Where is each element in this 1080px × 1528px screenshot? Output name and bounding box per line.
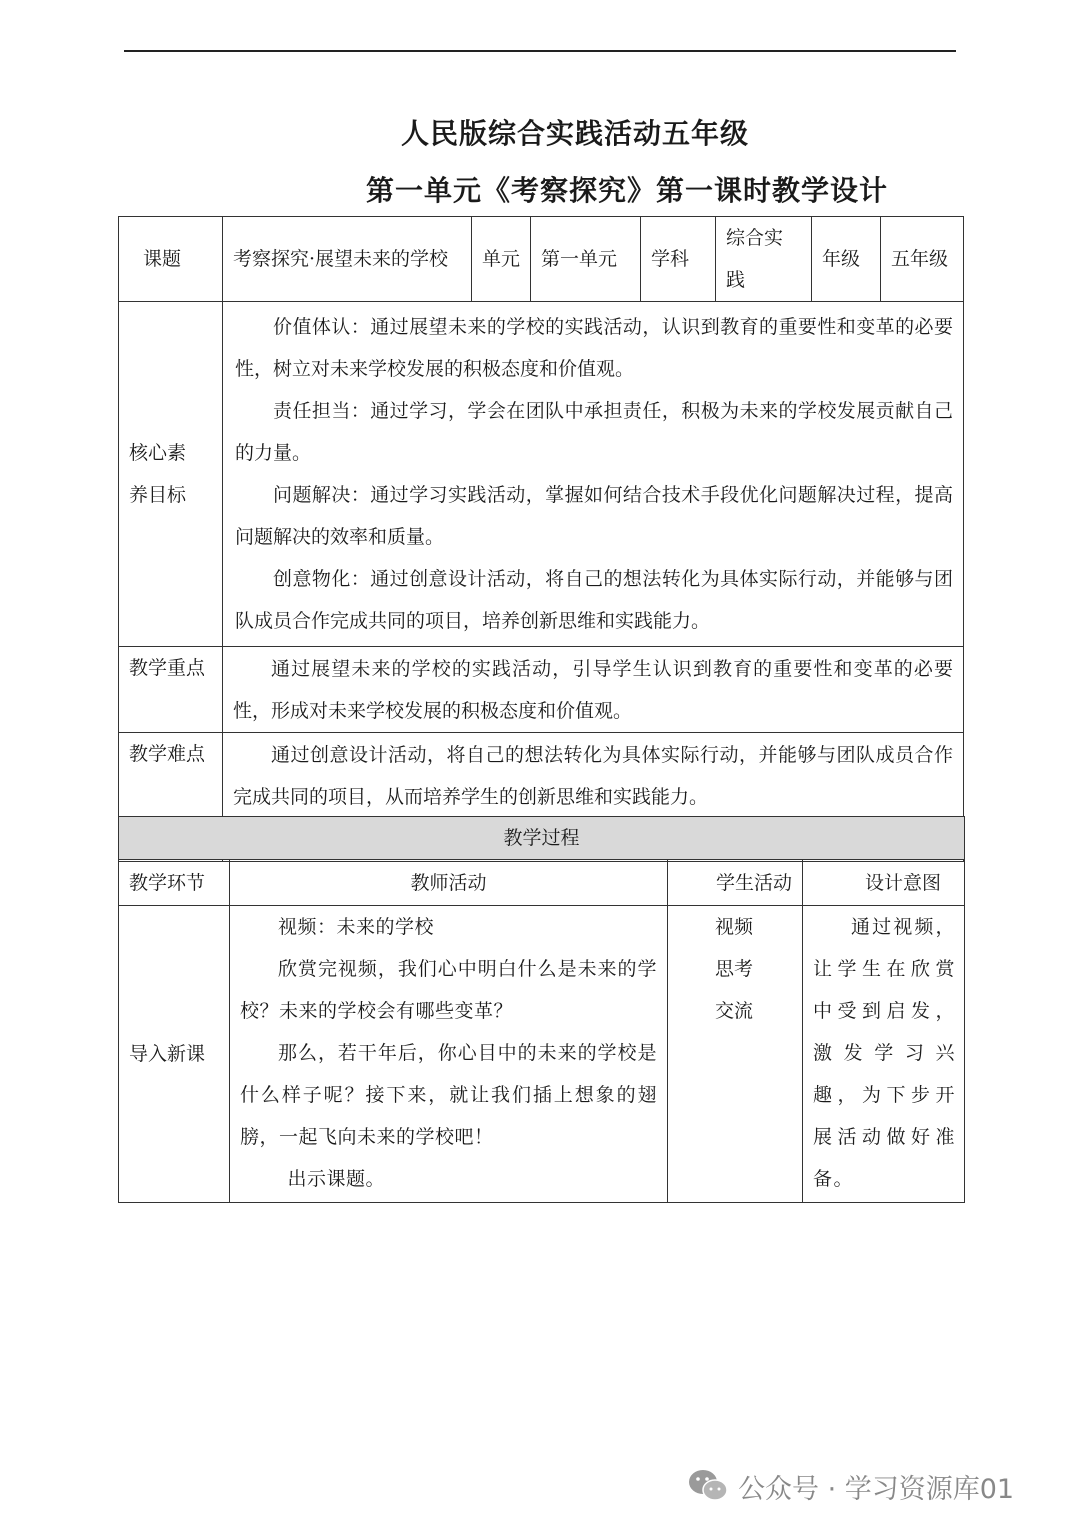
teacher-activity-cell [230, 906, 668, 1203]
difficulties-row [119, 733, 964, 819]
key-points-label: 教学重点 [119, 647, 223, 733]
process-row-intro [119, 906, 965, 1203]
student-item-think: 思考 [715, 958, 754, 980]
process-title-row [119, 817, 965, 860]
design-intent-text: 通过视频，让学生在欣赏中受到启发，激发学习兴趣，为下步开展活动做好准备。 [813, 916, 957, 1190]
teacher-line-video: 视频：未来的学校 [278, 916, 435, 938]
topic-value: 考察探究·展望未来的学校 [223, 217, 472, 302]
core-goals-body [223, 302, 964, 647]
stage-cell: 导入新课 [119, 906, 230, 1203]
topic-label: 课题 [119, 217, 223, 302]
unit-value: 第一单元 [531, 217, 641, 302]
student-activity-cell [668, 906, 803, 1203]
goal-problem-solving: 问题解决：通过学习实践活动，掌握如何结合技术手段优化问题解决过程，提高问题解决的效率和质量。 [235, 484, 953, 548]
col-intent-header: 设计意图 [803, 860, 965, 906]
info-row [119, 217, 964, 302]
process-header-row [119, 860, 965, 906]
difficulties-text: 通过创意设计活动，将自己的想法转化为具体实际行动，并能够与团队成员合作完成共同的项目，从而培养学生的创新思维和实践能力。 [233, 743, 953, 808]
teacher-line-imagine: 那么，若干年后，你心目中的未来的学校是什么样子呢？接下来，就让我们插上想象的翅膀，一起飞向未来的学校吧！ [240, 1042, 657, 1148]
process-table [118, 816, 965, 1203]
teacher-line-show-topic: 出示课题。 [287, 1168, 386, 1190]
subject-value: 综合实践 [716, 217, 812, 302]
difficulties-label: 教学难点 [119, 733, 223, 819]
core-goals-label [119, 302, 223, 647]
process-title: 教学过程 [119, 817, 965, 860]
student-item-video: 视频 [715, 916, 754, 938]
watermark [688, 1462, 1014, 1510]
watermark-text: 公众号 · 学习资源库01 [738, 1473, 1015, 1505]
wechat-icon [688, 1468, 728, 1504]
top-rule [124, 50, 956, 52]
key-points-row [119, 647, 964, 733]
document-title: 人民版综合实践活动五年级 [400, 117, 749, 150]
lesson-info-table [118, 216, 964, 862]
col-stage-header: 教学环节 [119, 860, 230, 906]
student-item-discuss: 交流 [715, 1000, 754, 1022]
goal-value: 价值体认：通过展望未来的学校的实践活动，认识到教育的重要性和变革的必要性，树立对未来学校发展的积极态度和价值观。 [235, 316, 953, 380]
unit-label: 单元 [472, 217, 531, 302]
subject-label: 学科 [641, 217, 716, 302]
goal-responsibility: 责任担当：通过学习，学会在团队中承担责任，积极为未来的学校发展贡献自己的力量。 [235, 400, 953, 464]
key-points-body [223, 647, 964, 733]
col-student-header: 学生活动 [668, 860, 803, 906]
core-goals-row [119, 302, 964, 647]
core-goals-label-line1: 核心素 [129, 442, 187, 464]
design-intent-cell [803, 906, 965, 1203]
teacher-line-question: 欣赏完视频，我们心中明白什么是未来的学校？未来的学校会有哪些变革？ [240, 958, 657, 1022]
core-goals-label-line2: 养目标 [129, 484, 187, 506]
difficulties-body [223, 733, 964, 819]
col-teacher-header: 教师活动 [230, 860, 668, 906]
goal-creativity: 创意物化：通过创意设计活动，将自己的想法转化为具体实际行动，并能够与团队成员合作完成共同的项目，培养创新思维和实践能力。 [235, 568, 953, 632]
grade-label: 年级 [812, 217, 881, 302]
document-subtitle: 第一单元《考察探究》第一课时教学设计 [366, 174, 889, 207]
key-points-text: 通过展望未来的学校的实践活动，引导学生认识到教育的重要性和变革的必要性，形成对未来学校发展的积极态度和价值观。 [233, 657, 953, 722]
grade-value: 五年级 [881, 217, 964, 302]
